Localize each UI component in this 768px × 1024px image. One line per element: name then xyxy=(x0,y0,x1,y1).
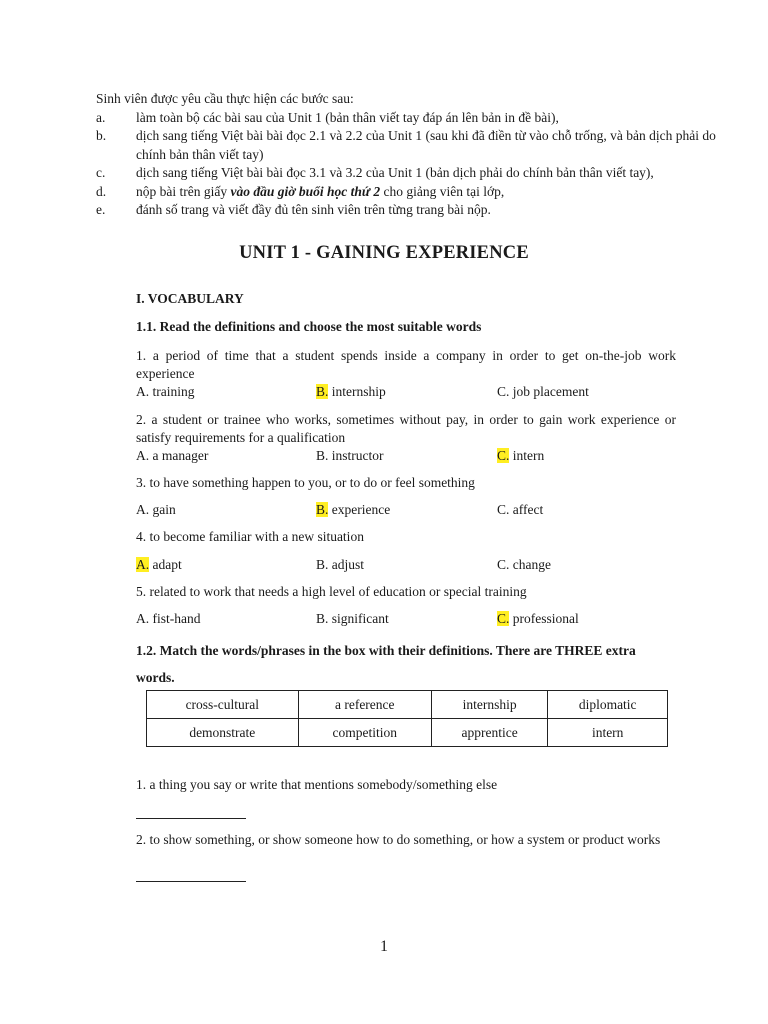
section-heading-vocabulary: I. VOCABULARY xyxy=(136,291,244,306)
instruction-marker: a. xyxy=(96,109,106,125)
instruction-item-c xyxy=(96,164,726,183)
instructions-block xyxy=(96,90,726,220)
question-3-options xyxy=(136,501,696,519)
option-word: affect xyxy=(509,502,544,517)
option-letter: C. xyxy=(497,384,510,399)
answer-highlight: C. xyxy=(497,448,510,463)
option-letter: A. xyxy=(136,611,150,626)
option-word: training xyxy=(149,384,195,399)
question-4-options xyxy=(136,556,696,574)
answer-highlight: C. xyxy=(497,611,510,626)
word-box-row xyxy=(147,719,668,747)
option-letter: B. xyxy=(316,611,329,626)
word-box-cell: internship xyxy=(431,691,547,719)
instruction-text: đánh số trang và viết đầy đủ tên sinh viên trên từng trang bài nộp. xyxy=(136,202,491,217)
answer-highlight: A. xyxy=(136,557,150,572)
instruction-text: cho giảng viên tại lớp, xyxy=(380,183,505,199)
instruction-item-e xyxy=(96,201,726,220)
option-c[interactable] xyxy=(497,556,551,574)
option-letter: B. xyxy=(316,557,329,572)
instruction-text: nộp bài trên giấy xyxy=(136,183,231,199)
option-b[interactable] xyxy=(316,501,390,519)
question-3-text: 3. to have something happen to you, or to do or feel something xyxy=(136,475,475,490)
word-box-cell: apprentice xyxy=(431,719,547,747)
option-letter: A. xyxy=(136,448,150,463)
option-word: professional xyxy=(509,611,579,626)
option-word: change xyxy=(509,557,551,572)
question-1-options xyxy=(136,383,696,401)
option-b[interactable] xyxy=(316,383,386,401)
option-c[interactable] xyxy=(497,501,543,519)
option-c[interactable] xyxy=(497,383,589,401)
answer-highlight: B. xyxy=(316,502,329,517)
option-letter: A. xyxy=(136,502,150,517)
unit-title: UNIT 1 - GAINING EXPERIENCE xyxy=(239,243,529,263)
word-box-cell: cross-cultural xyxy=(147,691,299,719)
option-b[interactable] xyxy=(316,556,364,574)
page-number: 1 xyxy=(380,938,388,955)
instruction-text: dịch sang tiếng Việt bài bài đọc 3.1 và 3.2 của Unit 1 (bản dịch phải do chính bản thân viết tay), xyxy=(136,165,654,180)
instruction-text: làm toàn bộ các bài sau của Unit 1 (bản thân viết tay đáp án lên bản in đề bài), xyxy=(136,109,559,125)
answer-blank-2[interactable] xyxy=(136,881,246,882)
option-word: intern xyxy=(509,448,545,463)
question-1-text: 1. a period of time that a student spends inside a company in order to get on-the-job work experience xyxy=(136,348,676,381)
word-box-cell: diplomatic xyxy=(548,691,668,719)
option-word: fist-hand xyxy=(149,611,201,626)
option-word: significant xyxy=(328,611,389,626)
option-a[interactable] xyxy=(136,556,182,574)
option-letter: B. xyxy=(316,448,329,463)
definition-1-text: 1. a thing you say or write that mentions somebody/something else xyxy=(136,777,498,792)
option-a[interactable] xyxy=(136,501,176,519)
option-a[interactable] xyxy=(136,610,201,628)
instruction-item-b xyxy=(96,127,726,164)
option-word: internship xyxy=(328,384,386,399)
option-letter: A. xyxy=(136,384,150,399)
option-a[interactable] xyxy=(136,447,208,465)
option-word: experience xyxy=(328,502,391,517)
instruction-text: dịch sang tiếng Việt bài bài đọc 2.1 và 2.2 của Unit 1 (sau khi đã điền từ vào chỗ trống, và bản dịch phải do chính bản thân viết tay) xyxy=(136,128,716,162)
instructions-lead: Sinh viên được yêu cầu thực hiện các bước sau: xyxy=(96,91,354,106)
word-box-row xyxy=(147,691,668,719)
option-word: instructor xyxy=(328,448,384,463)
option-word: gain xyxy=(149,502,176,517)
question-5-options xyxy=(136,610,696,628)
option-b[interactable] xyxy=(316,447,384,465)
instruction-marker: b. xyxy=(96,128,107,143)
question-4-text: 4. to become familiar with a new situation xyxy=(136,529,364,544)
option-a[interactable] xyxy=(136,383,195,401)
option-word: a manager xyxy=(149,448,209,463)
word-box-table xyxy=(146,690,668,747)
option-word: job placement xyxy=(509,384,589,399)
option-word: adapt xyxy=(149,557,182,572)
answer-blank-1[interactable] xyxy=(136,818,246,819)
exercise-heading-1-1: 1.1. Read the definitions and choose the most suitable words xyxy=(136,319,482,334)
definition-2-text: 2. to show something, or show someone how to do something, or how a system or product works xyxy=(136,832,661,847)
instruction-marker: c. xyxy=(96,165,106,180)
answer-highlight: B. xyxy=(316,384,329,399)
option-letter: C. xyxy=(497,502,510,517)
word-box-cell: a reference xyxy=(298,691,431,719)
exercise-heading-1-2: 1.2. Match the words/phrases in the box with their definitions. There are THREE extra words. xyxy=(136,643,636,685)
option-word: adjust xyxy=(328,557,365,572)
question-5-text: 5. related to work that needs a high level of education or special training xyxy=(136,584,527,599)
option-c[interactable] xyxy=(497,610,579,628)
instruction-item-d xyxy=(96,183,726,202)
word-box-cell: demonstrate xyxy=(147,719,299,747)
word-box-cell: competition xyxy=(298,719,431,747)
instruction-marker: e. xyxy=(96,202,106,217)
instruction-emphasis: vào đầu giờ buổi học thứ 2 xyxy=(230,183,381,199)
option-letter: C. xyxy=(497,557,510,572)
question-2-options xyxy=(136,447,696,465)
instruction-item-a xyxy=(96,109,726,128)
instruction-marker: d. xyxy=(96,183,107,199)
question-2-text: 2. a student or trainee who works, sometimes without pay, in order to gain work experience or satisfy requirements for a qualification xyxy=(136,412,676,445)
option-b[interactable] xyxy=(316,610,389,628)
option-c[interactable] xyxy=(497,447,544,465)
word-box-cell: intern xyxy=(548,719,668,747)
